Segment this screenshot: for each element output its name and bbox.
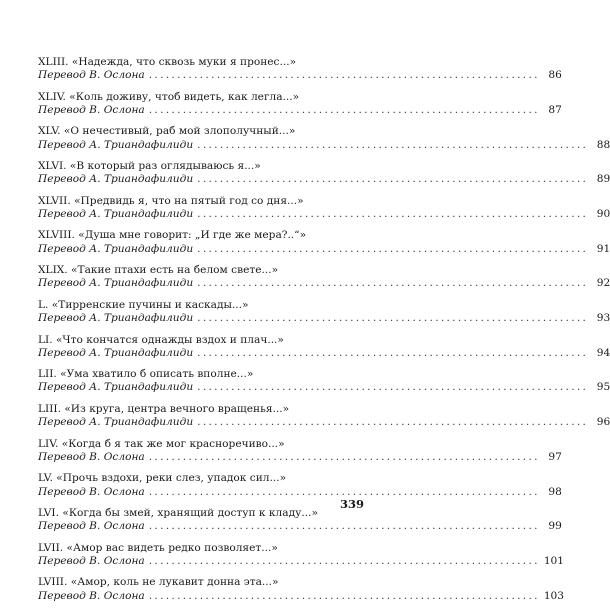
dot-leader: ..................................................................... bbox=[148, 520, 540, 533]
toc-line bbox=[38, 450, 562, 464]
toc-line bbox=[38, 277, 610, 290]
poem-title: XLVI. «В который раз оглядываюсь я...» bbox=[38, 160, 261, 173]
toc-line bbox=[38, 242, 610, 256]
poem-title: LIII. «Из круга, центра вечного вращенья...» bbox=[38, 402, 290, 415]
dot-leader: ..................................................................... bbox=[197, 208, 589, 221]
toc-line bbox=[38, 312, 610, 325]
toc-line bbox=[38, 520, 562, 533]
dot-leader: ..................................................................... bbox=[148, 589, 540, 602]
page-number: 92 bbox=[596, 277, 610, 290]
translator-credit: Перевод В. Ослона bbox=[38, 103, 145, 116]
dot-leader: ..................................................................... bbox=[148, 450, 540, 463]
page-number: 86 bbox=[548, 69, 562, 82]
toc-entry-45 bbox=[38, 125, 610, 152]
toc-line bbox=[38, 554, 565, 568]
page-number: 95 bbox=[596, 381, 610, 394]
dot-leader: ..................................................................... bbox=[197, 138, 589, 151]
page-number: 87 bbox=[548, 103, 562, 116]
page-number: 89 bbox=[596, 173, 610, 186]
toc-line bbox=[38, 103, 562, 117]
page-number: 93 bbox=[596, 312, 610, 325]
toc-line bbox=[38, 208, 610, 221]
toc-line bbox=[38, 416, 610, 429]
toc-line bbox=[38, 138, 610, 152]
translator-credit: Перевод А. Триандафилиди bbox=[38, 208, 194, 221]
page-number: 96 bbox=[596, 416, 610, 429]
dot-leader: ..................................................................... bbox=[197, 346, 589, 359]
dot-leader: ..................................................................... bbox=[197, 312, 589, 325]
toc-entry-46 bbox=[38, 160, 610, 187]
poem-title: XLIII. «Надежда, что сквозь муки я пронес...» bbox=[38, 56, 297, 68]
dot-leader: ..................................................................... bbox=[197, 242, 589, 255]
poem-title: LI. «Что кончатся однажды вздох и плач...» bbox=[38, 333, 284, 346]
poem-title: LVI. «Когда бы змей, хранящий доступ к кладу...» bbox=[38, 506, 318, 519]
translator-credit: Перевод А. Триандафилиди bbox=[38, 381, 194, 394]
translator-credit: Перевод А. Триандафилиди bbox=[38, 346, 194, 359]
page-number: 99 bbox=[548, 520, 562, 533]
page-number: 97 bbox=[548, 450, 562, 463]
toc-entry-51 bbox=[38, 333, 610, 361]
toc-line bbox=[38, 381, 610, 394]
poem-title: XLIV. «Коль доживу, чтоб видеть, как легла...» bbox=[38, 90, 300, 103]
poem-title: LVII. «Амор вас видеть редко позволяет...» bbox=[38, 541, 278, 554]
poem-title: LIV. «Когда б я так же мог красноречиво...» bbox=[38, 437, 285, 450]
translator-credit: Перевод В. Ослона bbox=[38, 69, 145, 82]
poem-title: LII. «Ума хватило б описать вполне...» bbox=[38, 368, 254, 381]
page-number: 94 bbox=[596, 346, 610, 359]
page-number: 90 bbox=[596, 208, 610, 221]
folio-page-number: 339 bbox=[340, 497, 365, 511]
toc-line bbox=[38, 485, 562, 499]
toc-entry-44 bbox=[38, 90, 562, 118]
toc-entry-54 bbox=[38, 437, 562, 465]
translator-credit: Перевод В. Ослона bbox=[38, 589, 145, 602]
poem-title: XLVII. «Предвидь я, что на пятый год со дня...» bbox=[38, 194, 304, 207]
toc-entry-55 bbox=[38, 472, 562, 499]
poem-title: LVIII. «Амор, коль не лукавит донна эта...» bbox=[38, 576, 279, 589]
poem-title: XLIX. «Такие птахи есть на белом свете...» bbox=[38, 264, 279, 277]
dot-leader: ..................................................................... bbox=[197, 416, 589, 429]
dot-leader: ..................................................................... bbox=[197, 277, 589, 290]
page-number: 91 bbox=[596, 242, 610, 255]
translator-credit: Перевод А. Триандафилиди bbox=[38, 138, 194, 151]
poem-title: XLV. «О нечестивый, раб мой злополучный...» bbox=[38, 125, 296, 138]
translator-credit: Перевод А. Триандафилиди bbox=[38, 312, 194, 325]
dot-leader: ..................................................................... bbox=[148, 485, 540, 498]
translator-credit: Перевод В. Ослона bbox=[38, 520, 145, 533]
toc-line bbox=[38, 69, 562, 82]
translator-credit: Перевод В. Ослона bbox=[38, 554, 145, 567]
toc-entry-53 bbox=[38, 402, 610, 430]
page-number: 101 bbox=[543, 554, 565, 567]
toc-entry-52 bbox=[38, 368, 610, 395]
toc-entry-43 bbox=[38, 56, 562, 83]
page-number: 98 bbox=[548, 485, 562, 498]
translator-credit: Перевод А. Триандафилиди bbox=[38, 242, 194, 255]
toc-entry-56 bbox=[38, 506, 562, 534]
toc-entry-47 bbox=[38, 194, 610, 222]
toc-line bbox=[38, 346, 610, 360]
translator-credit: Перевод В. Ослона bbox=[38, 485, 145, 498]
translator-credit: Перевод А. Триандафилиди bbox=[38, 173, 194, 186]
dot-leader: ..................................................................... bbox=[148, 103, 540, 116]
translator-credit: Перевод А. Триандафилиди bbox=[38, 277, 194, 290]
translator-credit: Перевод А. Триандафилиди bbox=[38, 416, 194, 429]
poem-title: L. «Тирренские пучины и каскады...» bbox=[38, 298, 249, 311]
dot-leader: ..................................................................... bbox=[197, 381, 589, 394]
toc-entry-50 bbox=[38, 298, 610, 326]
page-number: 103 bbox=[543, 589, 565, 602]
toc-entry-57 bbox=[38, 541, 565, 569]
poem-title: LV. «Прочь вздохи, реки слез, упадок сил...» bbox=[38, 472, 287, 485]
toc-entry-49 bbox=[38, 264, 610, 291]
toc-line bbox=[38, 589, 565, 603]
poem-title: XLVIII. «Душа мне говорит: „И где же мера?..“» bbox=[38, 229, 307, 242]
dot-leader: ..................................................................... bbox=[197, 173, 589, 186]
dot-leader: ..................................................................... bbox=[148, 69, 540, 82]
toc-entry-48 bbox=[38, 229, 610, 256]
toc-line bbox=[38, 173, 610, 186]
toc-entry-58 bbox=[38, 576, 565, 603]
page-number: 88 bbox=[596, 138, 610, 151]
dot-leader: ..................................................................... bbox=[148, 554, 540, 567]
translator-credit: Перевод В. Ослона bbox=[38, 450, 145, 463]
